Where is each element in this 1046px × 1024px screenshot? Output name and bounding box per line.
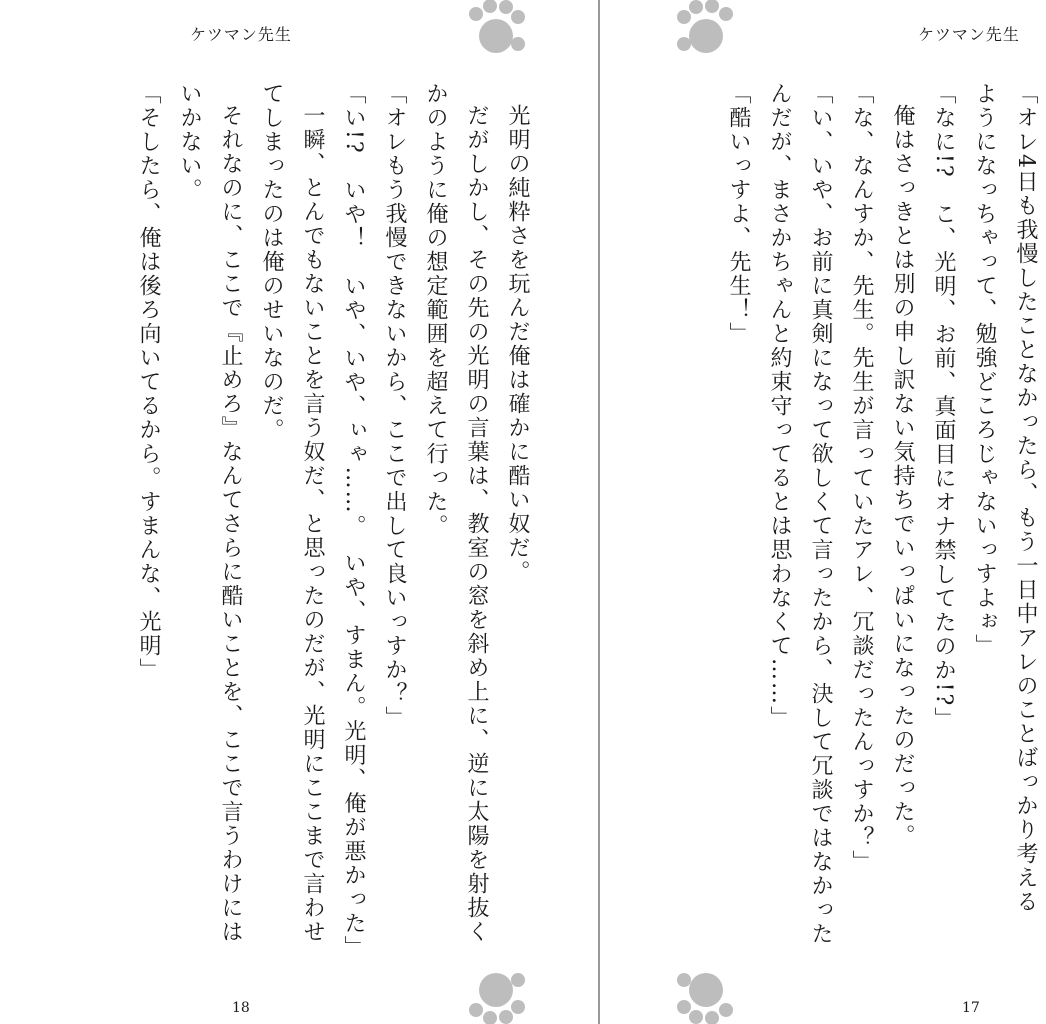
- left-body-text: [0, 82, 538, 982]
- text-line: 俺はさっきとは別の申し訳ない気持ちでいっぱいになったのだった。: [890, 104, 915, 848]
- paw-print-icon: [676, 968, 736, 1024]
- paw-print-icon: [466, 0, 526, 56]
- paw-print-icon: [466, 968, 526, 1024]
- text-line: 「オレ4日も我慢したことなかったら、もう一日中アレのことばっかり考える: [1013, 82, 1038, 914]
- right-header-title: ケツマン先生: [918, 25, 1020, 44]
- right-page: [600, 0, 1038, 1024]
- text-line: かのように俺の想定範囲を超えて行った。: [423, 82, 448, 538]
- text-line: てしまったのは俺のせいなのだ。: [259, 82, 284, 442]
- text-line: だがしかし、その先の光明の言葉は、教室の窓を斜め上に、逆に太陽を射抜く: [464, 104, 489, 944]
- right-body-text: [666, 82, 1046, 982]
- left-header-title: ケツマン先生: [190, 25, 292, 44]
- text-line: 「い、いや、お前に真剣になって欲しくて言ったから、決して冗談ではなかった: [808, 82, 833, 946]
- text-line: 光明の純粋さを玩んだ俺は確かに酷い奴だ。: [505, 104, 530, 584]
- text-line: 「い!? いや！ いや、いや、ぃゃ……。 いや、すまん。光明、俺が悪かった」: [341, 82, 366, 960]
- text-line: 「酷いっすよ、先生！」: [726, 82, 751, 346]
- paw-print-icon: [676, 0, 736, 56]
- text-line: ようになっちゃって、勉強どころじゃないっすよぉ」: [972, 82, 997, 658]
- text-line: 「そしたら、俺は後ろ向いてるから。すまんな、光明」: [136, 82, 161, 682]
- text-line: 「なに!? こ、光明、お前、真面目にオナ禁してたのか!?」: [931, 82, 956, 732]
- text-line: それなのに、ここで『止めろ』なんてさらに酷いことを、ここで言うわけには: [218, 104, 243, 944]
- text-line: んだが、まさかちゃんと約束守ってるとは思わなくて……」: [767, 82, 792, 730]
- text-line: いかない。: [177, 82, 202, 202]
- text-line: 「な、なんすか、先生。先生が言っていたアレ、冗談だったんっすか？」: [849, 82, 874, 874]
- text-line: 一瞬、とんでもないことを言う奴だ、と思ったのだが、光明にここまで言わせ: [300, 104, 325, 944]
- left-page-number: 18: [232, 1000, 250, 1016]
- right-page-number: 17: [962, 1000, 980, 1016]
- text-line: 「オレもう我慢できないから、ここで出して良いっすか？」: [382, 82, 407, 730]
